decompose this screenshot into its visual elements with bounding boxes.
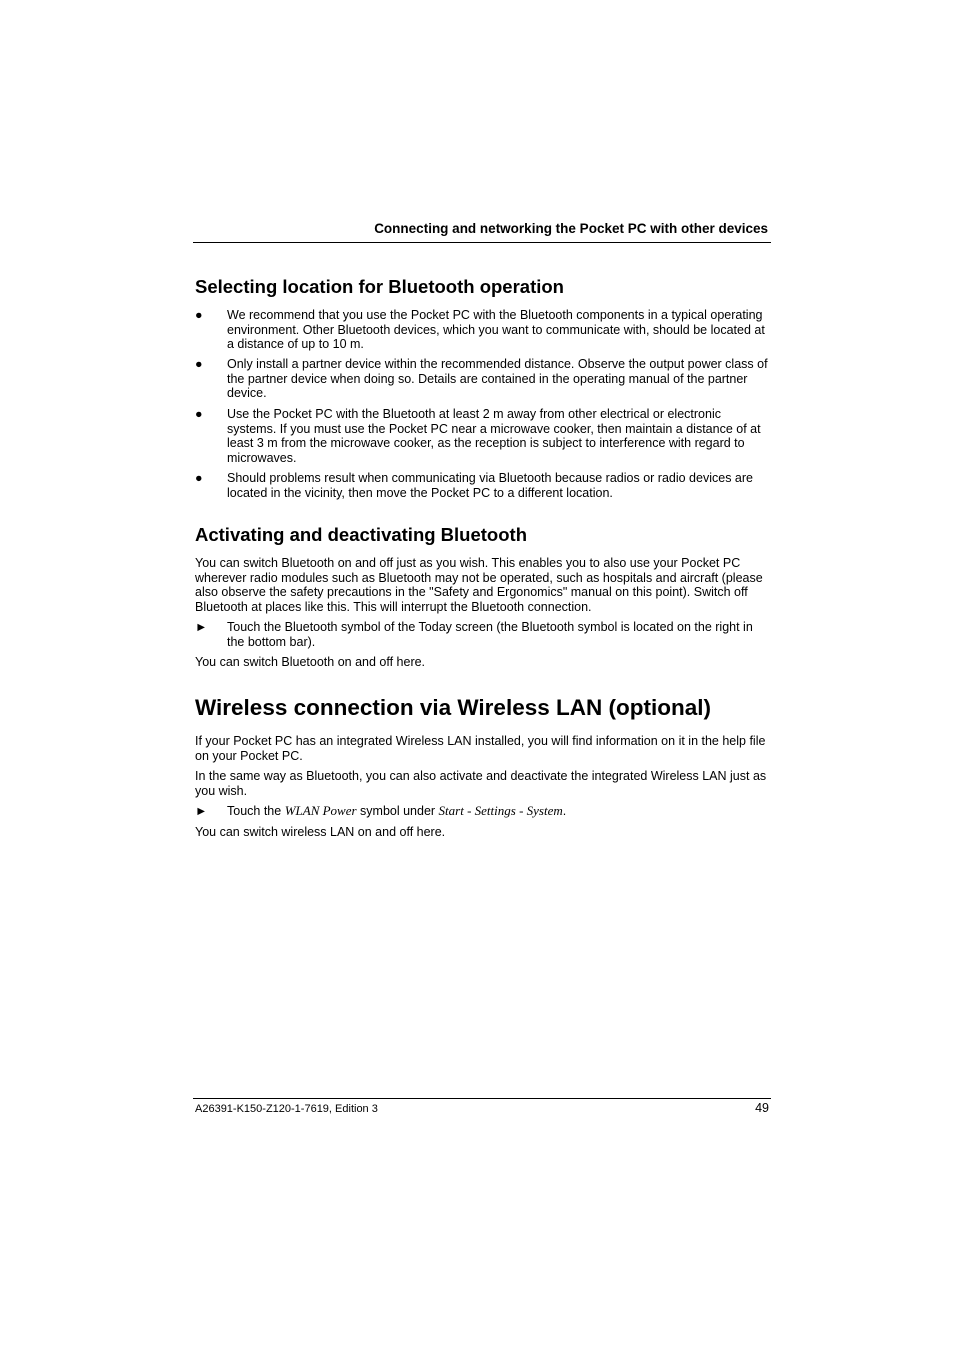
wlan-paragraph-2: In the same way as Bluetooth, you can also activate and deactivate the integrated Wireless LAN just as you wish. [195,769,767,798]
result-paragraph: You can switch wireless LAN on and off here. [195,825,446,839]
page-number: 49 [755,1101,769,1115]
list-item-text: Should problems result when communicating via Bluetooth because radios or radio devices are located in the vicinity, then move the Pocket PC to a different location. [227,471,753,500]
footer-rule [193,1098,771,1099]
bullet-icon: ● [195,471,203,485]
intro-paragraph: You can switch Bluetooth on and off just as you wish. This enables you to also use your Pocket PC wherever radio modules such as Bluetooth may not be operated, such as hospitals and aircraft (please also observe the safety precautions in the "Safety and Ergonomics" manual on this point). Switch off Bluetooth at places like this. This will interrupt the Bluetooth connection. [195,556,763,614]
section-heading-bluetooth-location: Selecting location for Bluetooth operation [195,276,564,297]
list-item-text: Use the Pocket PC with the Bluetooth at least 2 m away from other electrical or electronic systems. If you must use the Pocket PC near a microwave cooker, then maintain a distance of at least 3 m from the microwave cooker, as the reception is subject to interference with regard to microwaves. [227,407,761,465]
step-text-mid: symbol under [356,804,439,818]
list-item-text: We recommend that you use the Pocket PC with the Bluetooth components in a typical operating environment. Other Bluetooth devices, which you want to communicate with, should be located at a distance of up to 10 m. [227,308,765,351]
bullet-icon: ● [195,308,203,322]
document-id: A26391-K150-Z120-1-7619, Edition 3 [195,1103,378,1115]
term-settings-path: Start - Settings - System [438,803,563,818]
result-paragraph: You can switch Bluetooth on and off here. [195,655,426,669]
step-text-pre: Touch the [227,804,285,818]
running-header: Connecting and networking the Pocket PC with other devices [374,221,768,236]
instruction-text [227,804,769,819]
section-heading-activating-bluetooth: Activating and deactivating Bluetooth [195,524,527,545]
step-text-post: . [562,804,567,818]
instruction-text: Touch the Bluetooth symbol of the Today screen (the Bluetooth symbol is located on the right in the bottom bar). [227,620,753,649]
section-heading-wireless-lan: Wireless connection via Wireless LAN (optional) [195,695,711,720]
bullet-icon: ● [195,357,203,371]
list-item-text: Only install a partner device within the recommended distance. Observe the output power class of the partner device when doing so. Details are contained in the operating manual of the partner device. [227,357,768,400]
bullet-icon: ● [195,407,203,421]
term-wlan-power: WLAN Power [284,803,357,818]
arrow-right-icon: ► [195,804,208,818]
wlan-paragraph-1: If your Pocket PC has an integrated Wireless LAN installed, you will find information on it in the help file on your Pocket PC. [195,734,766,763]
header-rule [193,242,771,243]
arrow-right-icon: ► [195,620,208,634]
